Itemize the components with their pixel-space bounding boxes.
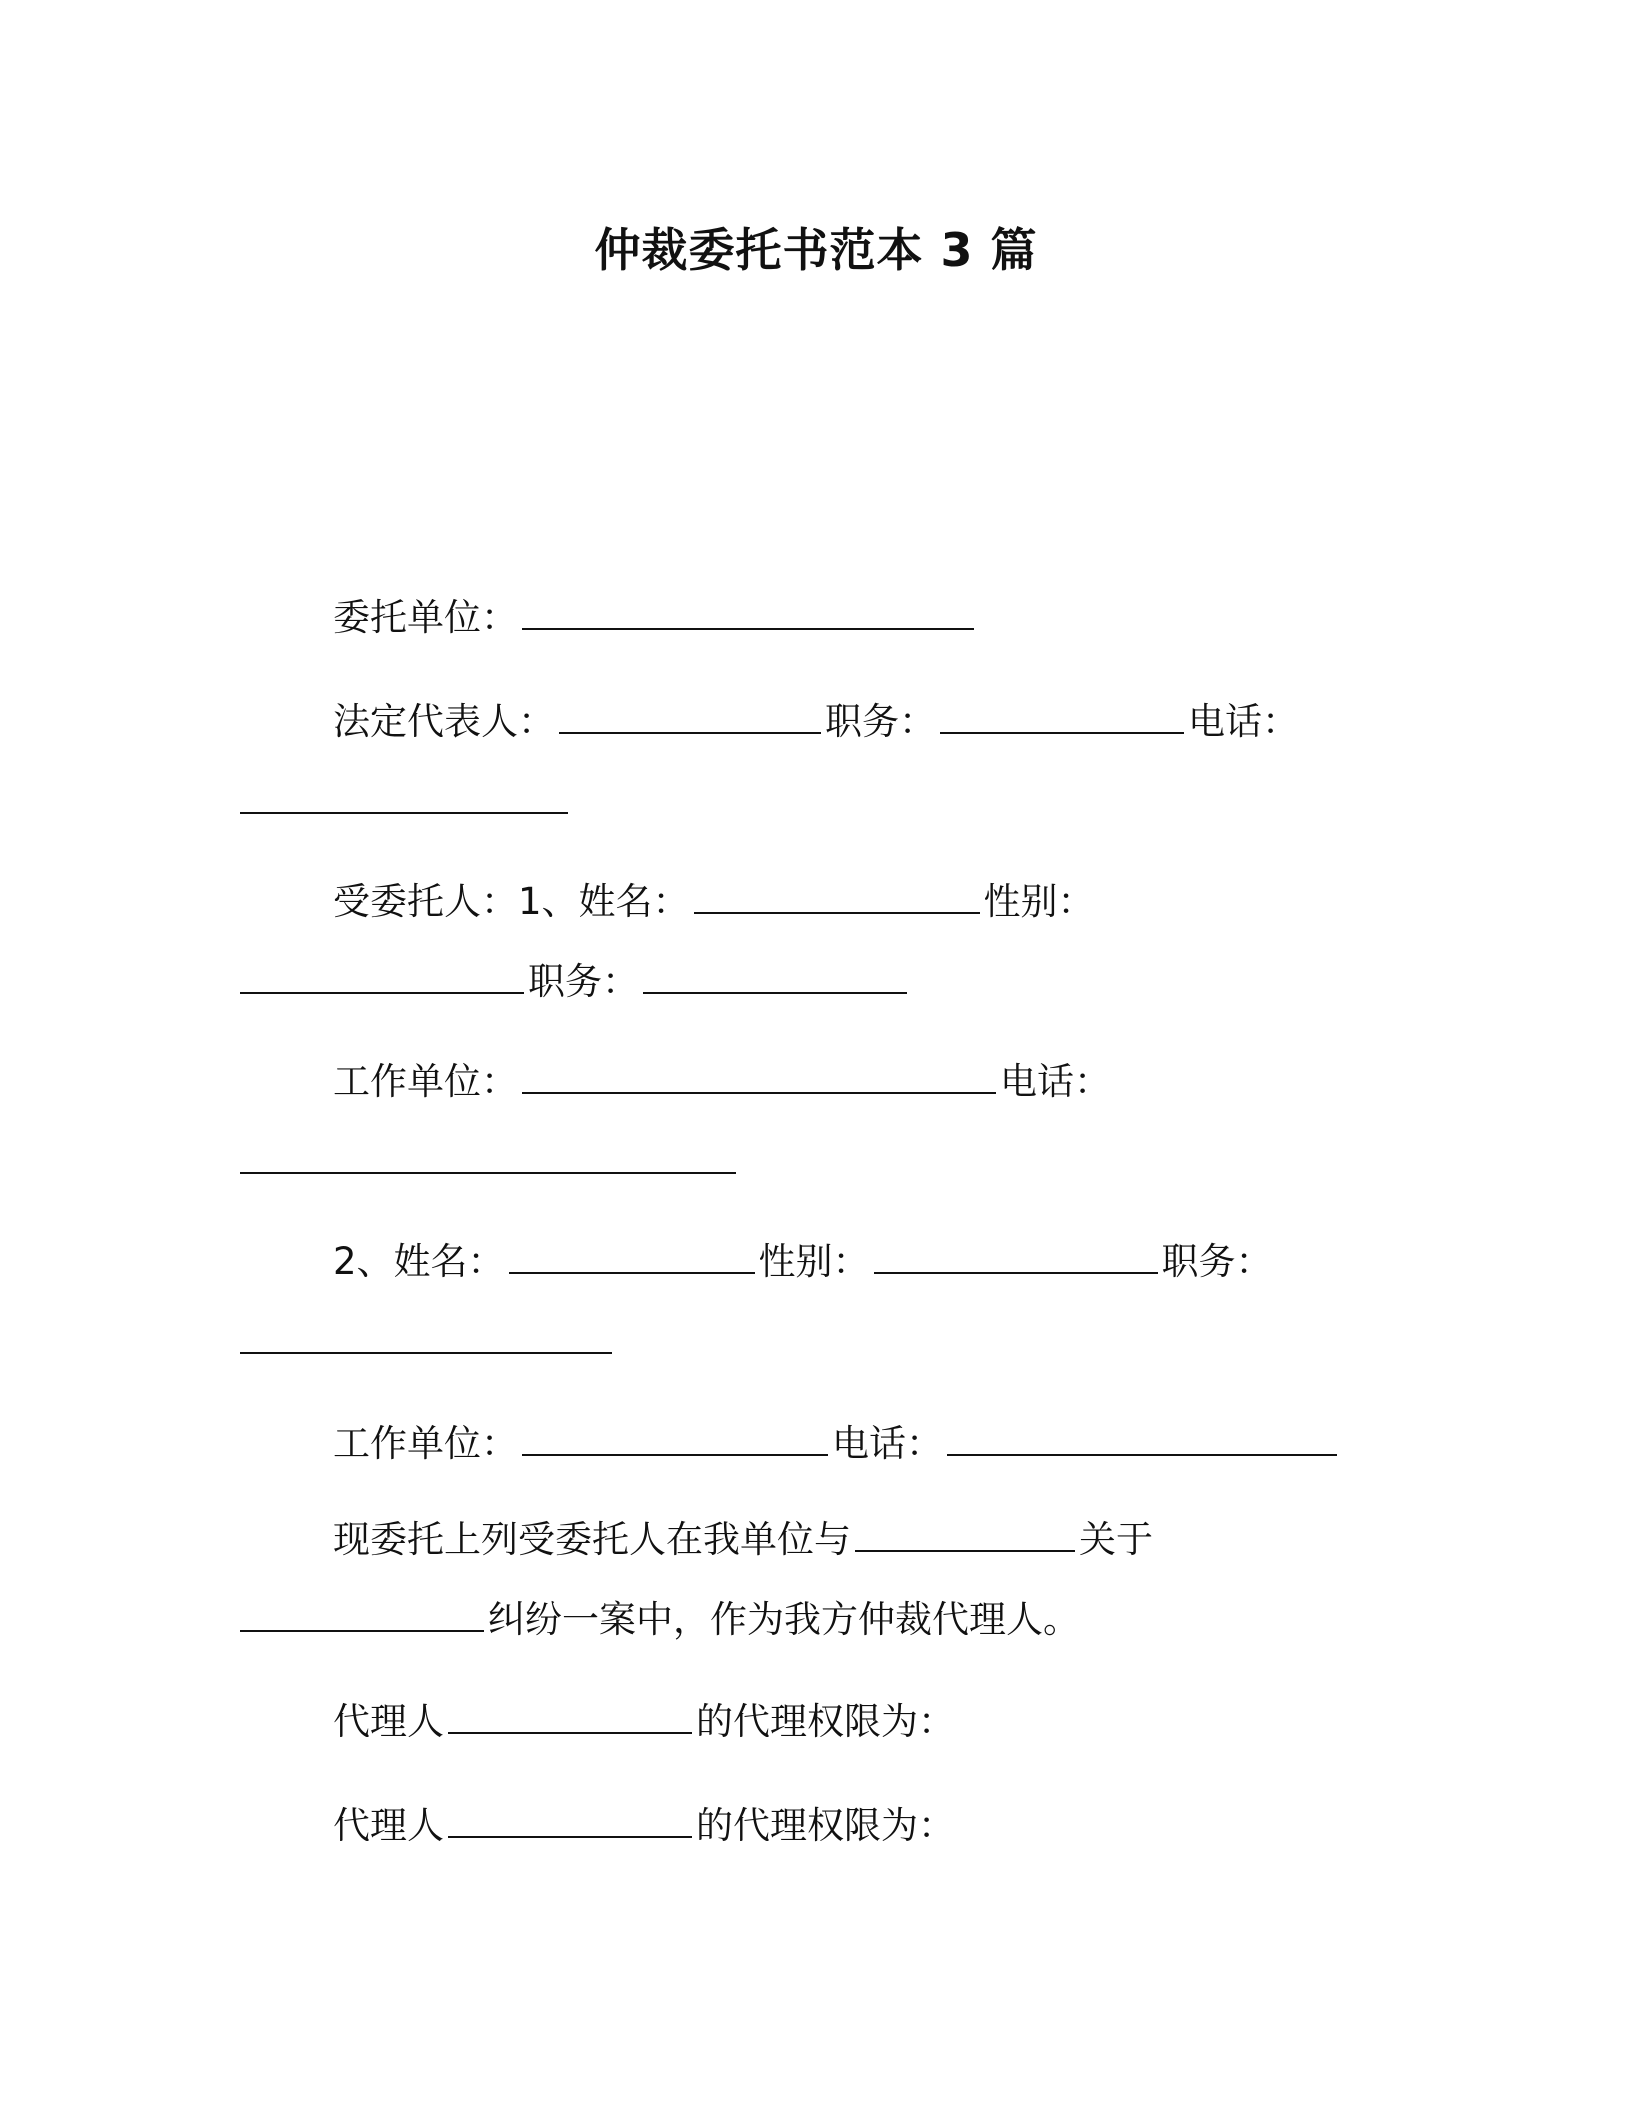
work-unit-1-line [333,1056,1111,1107]
entrust-paragraph-line-1 [333,1514,1153,1565]
authority-2-prefix: 代理人 [333,1804,444,1847]
trustee-2-name-blank[interactable] [509,1236,755,1274]
legal-rep-phone-line [240,776,572,827]
trustee-2-gender-label: 性别： [758,1240,870,1283]
work-unit-2-blank[interactable] [522,1418,828,1456]
authority-1-prefix: 代理人 [333,1700,444,1743]
legal-rep-line [333,696,1299,747]
position-label: 职务： [825,700,936,743]
trustee-2-name-label: 2、姓名： [333,1240,505,1283]
entrusting-unit-label: 委托单位： [333,596,518,639]
phone-label: 电话： [1188,700,1299,743]
work-unit-1-label: 工作单位： [333,1060,518,1103]
entrust-text-1: 现委托上列受委托人在我单位与 [333,1518,851,1561]
work-unit-2-line [333,1418,1341,1469]
trustee-1-position-label: 职务： [528,960,639,1003]
dispute-blank[interactable] [240,1594,484,1632]
work-unit-2-phone-blank[interactable] [947,1418,1337,1456]
authority-2-suffix: 的代理权限为： [696,1804,955,1847]
work-unit-2-label: 工作单位： [333,1422,518,1465]
entrust-text-3: 纠纷一案中，作为我方仲裁代理人。 [488,1598,1080,1641]
authority-line-1 [333,1696,955,1747]
opponent-blank[interactable] [855,1514,1075,1552]
work-unit-1-blank[interactable] [522,1056,996,1094]
trustee-2-position-label: 职务： [1161,1240,1273,1283]
trustee-1-name-label: 受委托人：1、姓名： [333,880,690,923]
document-title: 仲裁委托书范本 3 篇 [594,223,1038,277]
trustee-1-gender-blank[interactable] [240,956,524,994]
entrusting-unit-blank[interactable] [522,592,974,630]
trustee-2-gender-blank[interactable] [874,1236,1158,1274]
entrust-paragraph-line-2 [240,1594,1080,1645]
trustee-1-line [333,876,1095,927]
legal-rep-phone-blank[interactable] [240,776,568,814]
authority-line-2 [333,1800,955,1851]
legal-rep-blank[interactable] [559,696,821,734]
trustee-2-position-line [240,1316,616,1367]
authority-2-blank[interactable] [448,1800,692,1838]
legal-rep-label: 法定代表人： [333,700,555,743]
work-unit-1-phone-label: 电话： [1000,1060,1111,1103]
trustee-2-line [333,1236,1273,1287]
authority-1-suffix: 的代理权限为： [696,1700,955,1743]
work-unit-1-phone-blank[interactable] [240,1136,736,1174]
trustee-1-name-blank[interactable] [694,876,980,914]
entrusting-unit-line [333,592,978,643]
trustee-1-position-blank[interactable] [643,956,907,994]
trustee-1-cont-line [240,956,911,1007]
entrust-text-2: 关于 [1079,1518,1153,1561]
trustee-1-gender-label: 性别： [983,880,1095,923]
trustee-2-position-blank[interactable] [240,1316,612,1354]
work-unit-2-phone-label: 电话： [832,1422,943,1465]
work-unit-1-phone-line [240,1136,740,1187]
authority-1-blank[interactable] [448,1696,692,1734]
position-blank[interactable] [940,696,1184,734]
